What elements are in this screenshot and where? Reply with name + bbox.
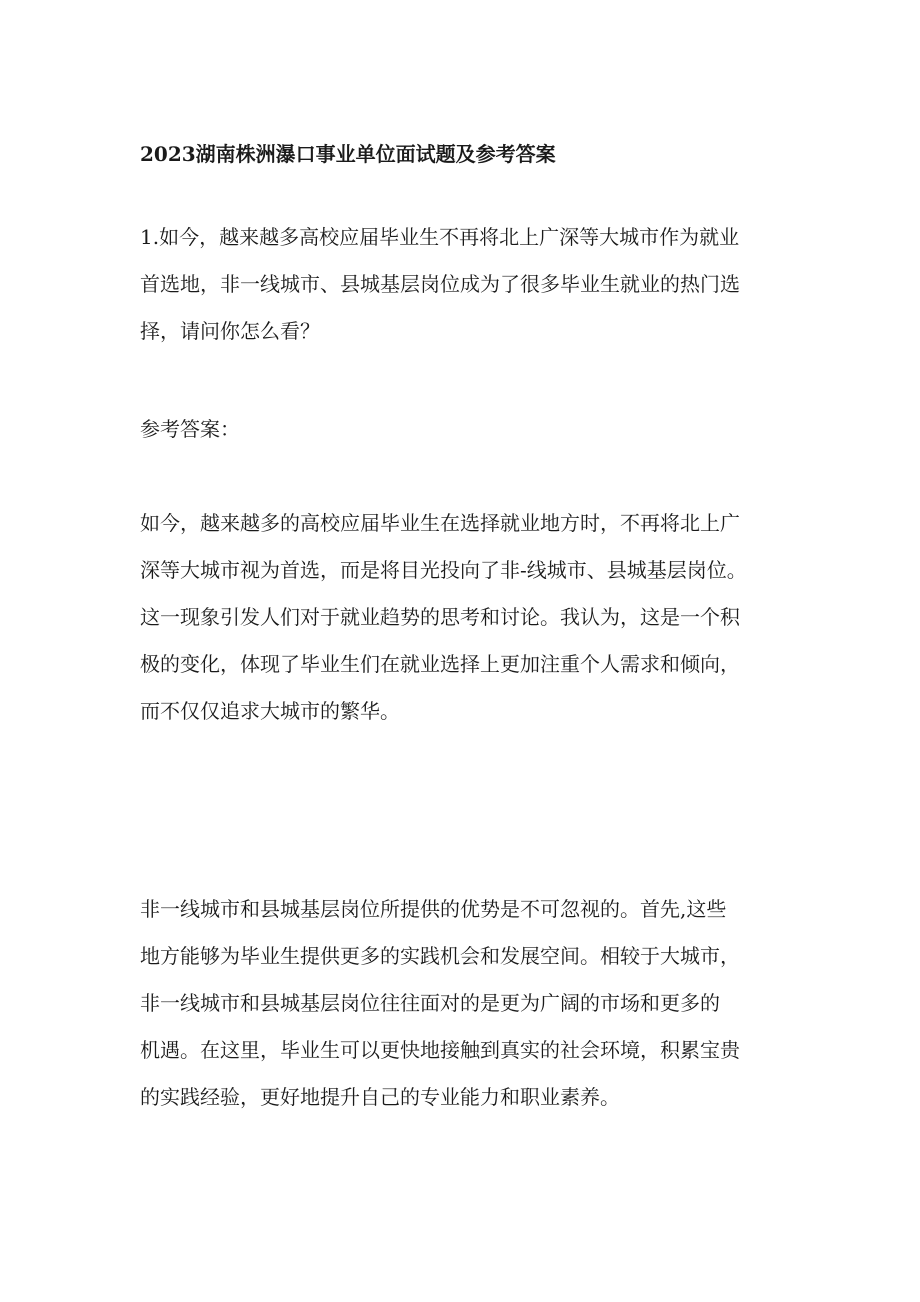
question-text [140, 214, 800, 355]
paragraph-line: 的实践经验，更好地提升自己的专业能力和职业素养。 [140, 1085, 620, 1109]
paragraph-line: 地方能够为毕业生提供更多的实践机会和发展空间。相较于大城市， [140, 944, 740, 968]
paragraph-line: 深等大城市视为首选，而是将目光投向了非-线城市、县城基层岗位。 [140, 558, 747, 582]
answer-label [140, 406, 800, 453]
paragraph-line: 这一现象引发人们对于就业趋势的思考和讨论。我认为，这是一个积 [140, 605, 740, 629]
answer-paragraph-2 [140, 886, 800, 1121]
paragraph-line: 如今，越来越多的高校应届毕业生在选择就业地方时，不再将北上广 [140, 511, 740, 535]
paragraph-line: 极的变化，体现了毕业生们在就业选择上更加注重个人需求和倾向， [140, 652, 740, 676]
question-line: 择，请问你怎么看？ [140, 319, 320, 343]
paragraph-line: 机遇。在这里，毕业生可以更快地接触到真实的社会环境，积累宝贵 [140, 1038, 740, 1062]
answer-paragraph-1 [140, 500, 800, 735]
question-line: 首选地，非一线城市、县城基层岗位成为了很多毕业生就业的热门选 [140, 272, 740, 296]
question-line: 1.如今，越来越多高校应届毕业生不再将北上广深等大城市作为就业 [140, 225, 740, 249]
document-title: 2023湖南株洲瀑口事业单位面试题及参考答案 [140, 142, 556, 166]
paragraph-line: 非一线城市和县城基层岗位所提供的优势是不可忽视的。首先,这些 [140, 897, 727, 921]
paragraph-line: 非一线城市和县城基层岗位往往面对的是更为广阔的市场和更多的 [140, 991, 720, 1015]
answer-label-text: 参考答案： [140, 417, 240, 441]
paragraph-line: 而不仅仅追求大城市的繁华。 [140, 699, 400, 723]
